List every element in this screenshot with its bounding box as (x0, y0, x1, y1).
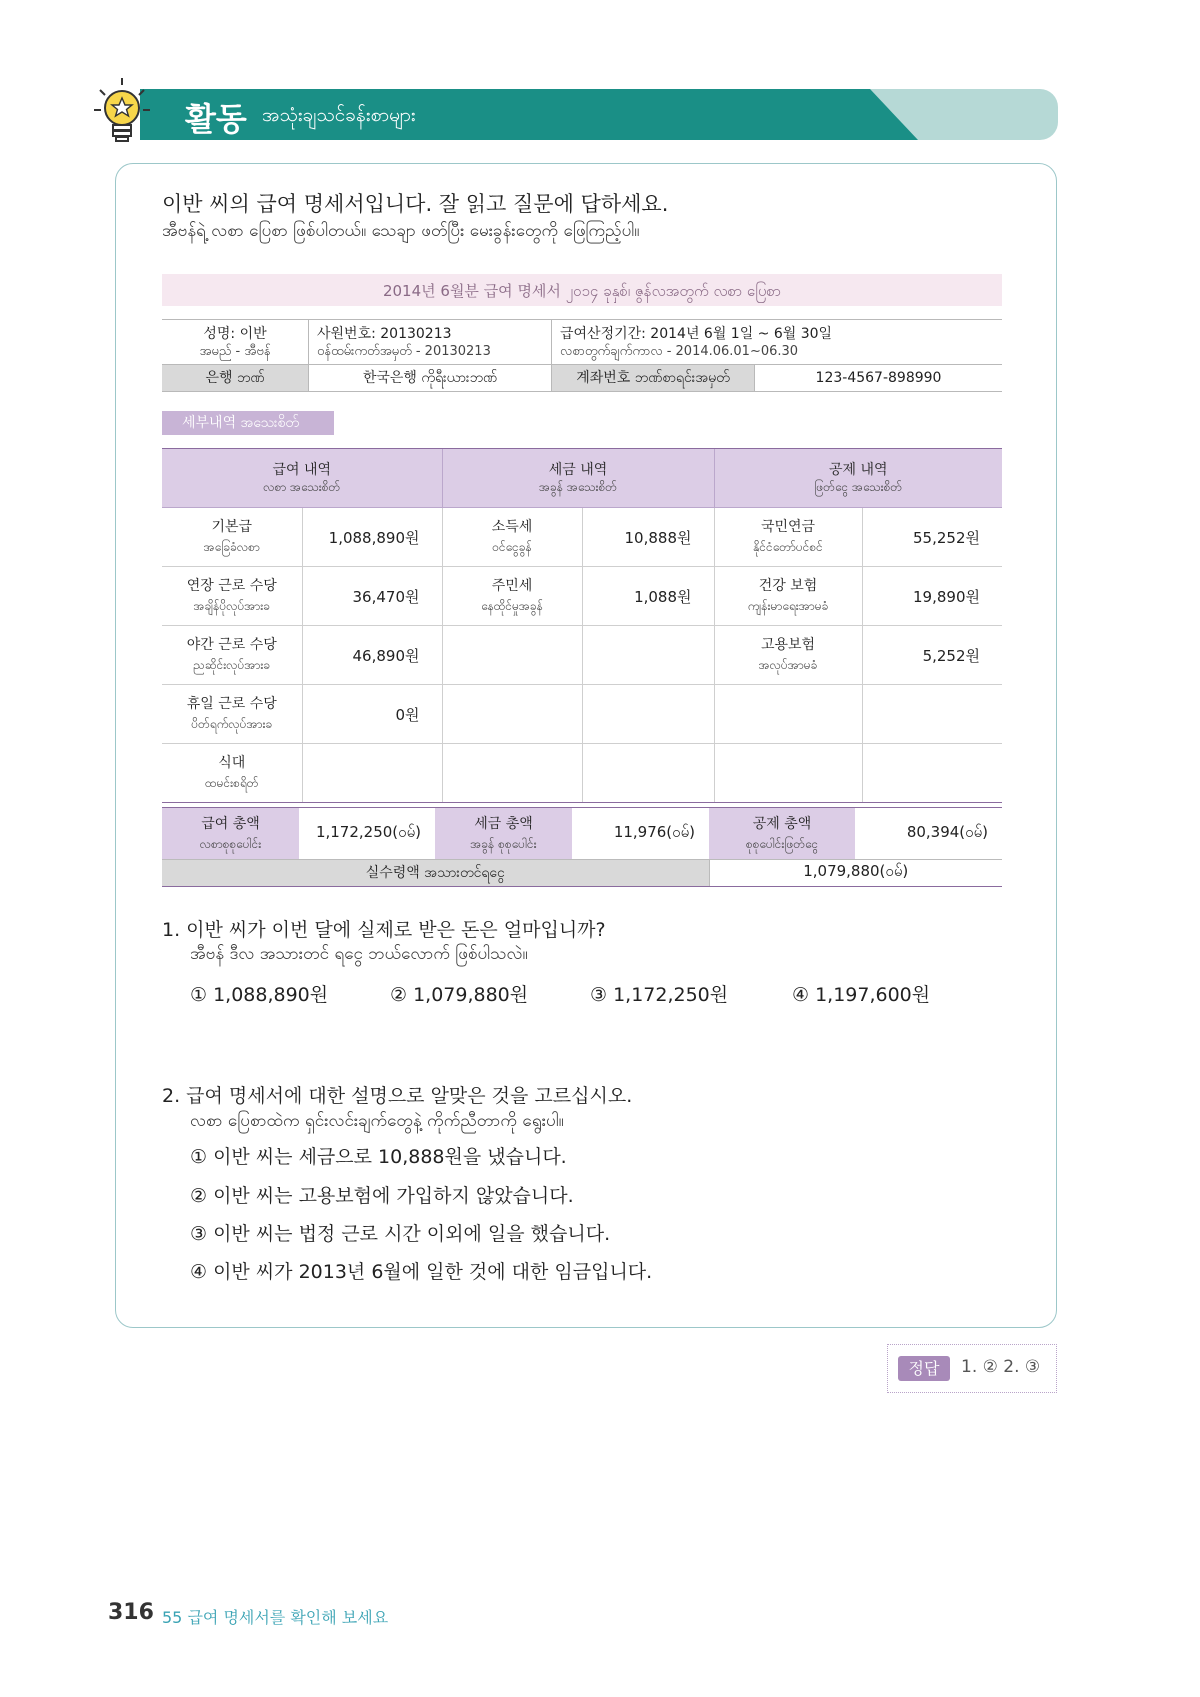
table-row (162, 744, 1002, 803)
column-header-tax-my: အခွန် အသေးစိတ် (539, 480, 617, 494)
bank-value: 한국은행 ကိုရီးယားဘဏ် (309, 365, 552, 392)
detail-tag: 세부내역 အသေးစိတ် (162, 411, 334, 435)
chapter-title: 55 급여 명세서를 확인해 보세요 (162, 1608, 389, 1627)
deduction-item-my: နိုင်ငံတော်ပင်စင် (753, 540, 823, 554)
pay-item-value: 36,470원 (302, 567, 442, 626)
total-deduction-label (709, 808, 855, 860)
total-pay-my: လစာစုစုပေါင်း (199, 836, 262, 851)
pay-item-value: 1,088,890원 (302, 508, 442, 567)
totals-row (162, 808, 1002, 860)
total-deduction-ko: 공제 총액 (752, 815, 812, 832)
tax-item-my: ဝင်ငွေခွန် (492, 540, 532, 554)
tax-item-my: နေထိုင်မှုအခွန် (481, 599, 543, 613)
tax-item-label (442, 685, 582, 744)
deduction-item-label (714, 685, 862, 744)
banner-accent (140, 89, 918, 140)
tax-item-value: 1,088원 (582, 567, 714, 626)
pay-period-cell (552, 320, 1003, 365)
deduction-item-ko: 고용보험 (760, 637, 816, 653)
banner-title: 활동 (185, 100, 247, 138)
q2-option-2[interactable]: ② 이반 씨는 고용보험에 가입하지 않았습니다. (190, 1185, 574, 1207)
tax-item-label (442, 567, 582, 626)
column-header-pay-ko: 급여 내역 (272, 462, 332, 478)
question-1-myanmar: အီဗန် ဒီလ အသားတင် ရငွေ ဘယ်လောက် ဖြစ်ပါသလဲ။ (190, 944, 528, 964)
q2-option-1[interactable]: ① 이반 씨는 세금으로 10,888원을 냈습니다. (190, 1146, 567, 1168)
tax-item-value (582, 626, 714, 685)
pay-item-label (162, 508, 302, 567)
deduction-item-label (714, 567, 862, 626)
pay-item-ko: 연장 근로 수당 (186, 578, 277, 594)
deduction-item-value: 5,252원 (862, 626, 1002, 685)
total-deduction-value: 80,394(ဝမ်) (855, 808, 1002, 860)
account-label: 계좌번호 ဘဏ်စာရင်းအမှတ် (552, 365, 755, 392)
total-tax-value: 11,976(ဝမ်) (572, 808, 709, 860)
pay-item-value: 0원 (302, 685, 442, 744)
account-value: 123-4567-898990 (755, 365, 1003, 392)
pay-item-ko: 기본급 (211, 519, 253, 535)
answer-box (887, 1344, 1057, 1393)
pay-item-label (162, 626, 302, 685)
column-header-pay-my: လစာ အသေးစိတ် (263, 480, 341, 494)
total-tax-ko: 세금 총액 (474, 815, 533, 832)
employee-info-table (162, 319, 1002, 392)
column-header-deduction (714, 449, 1002, 508)
tax-item-value: 10,888원 (582, 508, 714, 567)
q1-option-1[interactable]: ① 1,088,890원 (190, 984, 329, 1006)
table-row (162, 626, 1002, 685)
pay-item-ko: 휴일 근로 수당 (186, 696, 277, 712)
deduction-item-label (714, 508, 862, 567)
total-pay-label (162, 808, 299, 860)
q2-option-3[interactable]: ③ 이반 씨는 법정 근로 시간 이외에 일을 했습니다. (190, 1223, 611, 1245)
intro-myanmar: အီဗန်ရဲ့ လစာ ပြေစာ ဖြစ်ပါတယ်။ သေချာ ဖတ်ပြီး မေးခွန်းတွေကို ဖြေကြည့်ပါ။ (162, 221, 640, 241)
pay-item-ko: 식대 (218, 755, 246, 771)
tax-item-label (442, 626, 582, 685)
pay-period-ko: 급여산정기간: 2014년 6월 1일 ~ 6월 30일 (560, 325, 833, 342)
total-deduction-my: စုစုပေါင်းဖြတ်ငွေ (745, 836, 819, 851)
net-pay-value: 1,079,880(ဝမ်) (709, 860, 1002, 887)
total-pay-ko: 급여 총액 (201, 815, 260, 832)
statement-title-bar (162, 274, 1002, 306)
question-2: 2. 급여 명세서에 대한 설명으로 알맞은 것을 고르십시오. (162, 1085, 633, 1107)
deduction-item-value: 19,890원 (862, 567, 1002, 626)
pay-item-ko: 야간 근로 수당 (186, 637, 277, 653)
statement-title: 2014년 6월분 급여 명세서 ၂၀၁၄ ခုနှစ်၊ ဇွန်လအတွက် လစာ ပြေစာ (382, 282, 782, 300)
lightbulb-icon (92, 76, 152, 146)
pay-item-my: ထမင်းစရိတ် (205, 776, 259, 790)
tax-item-ko: 소득세 (491, 519, 533, 535)
answer-text: 1. ② 2. ③ (961, 1357, 1041, 1377)
tax-item-ko: 주민세 (491, 578, 533, 594)
name-cell (162, 320, 309, 365)
name-my: အမည် - အီဗန် (199, 343, 271, 359)
pay-item-label (162, 685, 302, 744)
pay-item-my: ညဆိုင်းလုပ်အားခ (193, 658, 271, 672)
pay-item-value (302, 744, 442, 803)
deduction-item-my: ကျန်းမာရေးအာမခံ (747, 599, 829, 613)
payroll-detail-table (162, 448, 1002, 803)
pay-item-my: အခြေခံလစာ (203, 540, 260, 554)
tax-item-value (582, 744, 714, 803)
pay-item-label (162, 744, 302, 803)
q2-option-4[interactable]: ④ 이반 씨가 2013년 6월에 일한 것에 대한 임금입니다. (190, 1261, 653, 1283)
tax-item-label (442, 508, 582, 567)
employee-number-ko: 사원번호: 20130213 (317, 325, 452, 342)
q1-option-4[interactable]: ④ 1,197,600원 (792, 984, 931, 1006)
table-row (162, 685, 1002, 744)
column-header-deduction-ko: 공제 내역 (828, 462, 888, 478)
deduction-item-value (862, 744, 1002, 803)
column-header-pay (162, 449, 442, 508)
pay-item-my: ပိတ်ရက်လုပ်အားခ (191, 717, 273, 731)
deduction-item-value: 55,252원 (862, 508, 1002, 567)
deduction-item-my: အလုပ်အာမခံ (758, 658, 818, 672)
deduction-item-label (714, 626, 862, 685)
column-header-deduction-my: ဖြတ်ငွေ အသေးစိတ် (814, 480, 903, 494)
total-pay-value: 1,172,250(ဝမ်) (299, 808, 435, 860)
name-ko: 성명: 이반 (203, 325, 267, 342)
tax-item-value (582, 685, 714, 744)
answer-badge: 정답 (898, 1356, 950, 1381)
column-header-tax (442, 449, 714, 508)
q1-option-2[interactable]: ② 1,079,880원 (390, 984, 529, 1006)
question-2-myanmar: လစာ ပြေစာထဲက ရှင်းလင်းချက်တွေနဲ့ ကိုက်ညီတာကို ရွေးပါ။ (190, 1111, 564, 1131)
deduction-item-ko: 국민연금 (760, 519, 816, 535)
deduction-item-ko: 건강 보험 (758, 578, 818, 594)
net-pay-row (162, 860, 1002, 887)
deduction-item-value (862, 685, 1002, 744)
column-header-tax-ko: 세금 내역 (548, 462, 608, 478)
q1-option-3[interactable]: ③ 1,172,250원 (590, 984, 729, 1006)
question-1: 1. 이반 씨가 이번 달에 실제로 받은 돈은 얼마입니까? (162, 919, 606, 941)
pay-item-value: 46,890원 (302, 626, 442, 685)
tax-item-label (442, 744, 582, 803)
banner-subtitle: အသုံးချသင်ခန်းစာများ (262, 104, 416, 126)
intro-korean: 이반 씨의 급여 명세서입니다. 잘 읽고 질문에 답하세요. (162, 192, 669, 216)
table-row (162, 567, 1002, 626)
pay-period-my: လစာတွက်ချက်ကာလ - 2014.06.01~06.30 (560, 343, 799, 359)
pay-item-my: အချိန်ပိုလုပ်အားခ (193, 599, 271, 613)
employee-number-cell (309, 320, 552, 365)
net-pay-label: 실수령액 အသားတင်ရငွေ (162, 860, 709, 887)
bank-label: 은행 ဘဏ် (162, 365, 309, 392)
total-tax-my: အခွန် စုစုပေါင်း (470, 836, 537, 851)
activity-banner (140, 89, 1058, 140)
totals-table (162, 807, 1002, 887)
page-number: 316 (108, 1600, 154, 1625)
deduction-item-label (714, 744, 862, 803)
table-row (162, 508, 1002, 567)
total-tax-label (435, 808, 572, 860)
employee-number-my: ဝန်ထမ်းကတ်အမှတ် - 20130213 (317, 343, 491, 359)
pay-item-label (162, 567, 302, 626)
